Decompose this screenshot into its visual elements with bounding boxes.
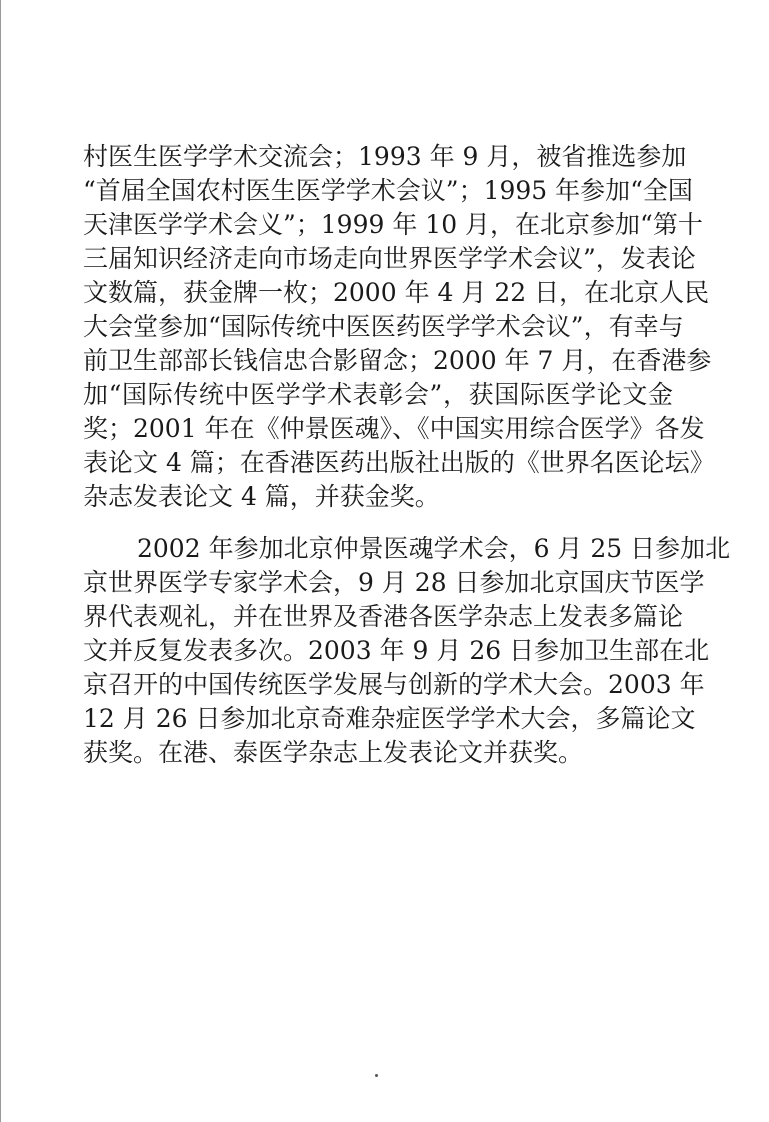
text-line: 天津医学学术会义”；1999 年 10 月，在北京参加“第十 [83,210,703,239]
text-line: 奖；2001 年在《仲景医魂》、《中国实用综合医学》各发 [83,414,705,443]
text-line: 加“国际传统中医学学术表彰会”，获国际医学论文金 [83,380,673,409]
text-line: 文数篇，获金牌一枚；2000 年 4 月 22 日，在北京人民 [83,278,710,307]
text-line: 三届知识经济走向市场走向世界医学学术会议”，发表论 [83,244,696,273]
text-line: 村医生医学学术交流会；1993 年 9 月，被省推选参加 [83,142,687,171]
text-line: “首届全国农村医生医学学术会议”；1995 年参加“全国 [83,176,693,205]
text-line: 表论文 4 篇；在香港医药出版社出版的《世界名医论坛》 [83,448,715,477]
text-line: 获奖。在港、泰医学杂志上发表论文并获奖。 [83,738,584,767]
text-line: 界代表观礼，并在世界及香港各医学杂志上发表多篇论 [83,602,684,631]
paragraph-1 [83,140,715,514]
text-line: 前卫生部部长钱信忠合影留念；2000 年 7 月，在香港参 [83,346,712,375]
page-left-edge [0,0,1,1122]
text-line: 12 月 26 日参加北京奇难杂症医学学术大会，多篇论文 [83,704,696,733]
paragraph-2 [83,532,731,770]
text-line: 大会堂参加“国际传统中医医药医学学术会议”，有幸与 [83,312,684,341]
scan-speck [375,1074,378,1077]
text-line: 2002 年参加北京仲景医魂学术会，6 月 25 日参加北 [137,534,731,563]
text-line: 京召开的中国传统医学发展与创新的学术大会。2003 年 [83,670,705,699]
text-line: 京世界医学专家学术会，9 月 28 日参加北京国庆节医学 [83,568,705,597]
text-line: 文并反复发表多次。2003 年 9 月 26 日参加卫生部在北 [83,636,710,665]
text-line: 杂志发表论文 4 篇，并获金奖。 [83,482,440,511]
